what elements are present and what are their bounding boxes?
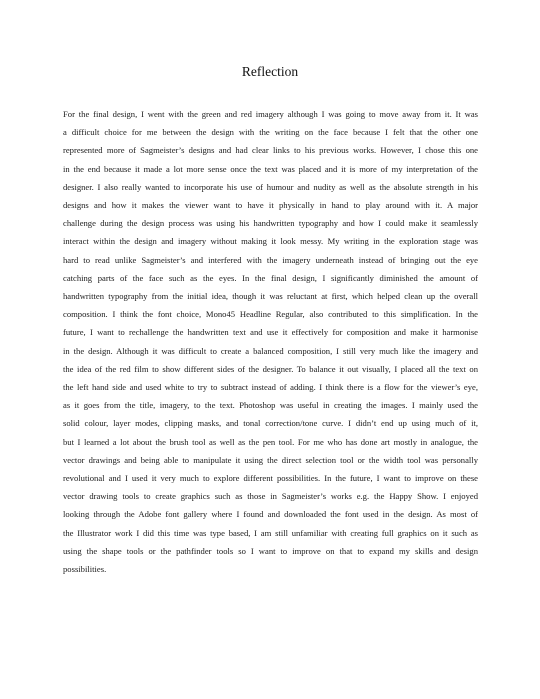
paragraph-line: using the shape tools or the pathfinder tools so I want to improve on that to expand my skills and design: [63, 545, 478, 556]
paragraph-line: in the design. Although it was difficult to create a balanced composition, I still very much like the imagery and: [63, 345, 478, 356]
paragraph-line: a difficult choice for me between the design with the writing on the face because I felt that the other one: [63, 127, 478, 138]
page-title: Reflection: [241, 64, 299, 79]
paragraph-line: possibilities.: [63, 564, 107, 575]
paragraph-line: hard to read unlike Sagmeister’s and interfered with the imagery underneath instead of bringing out the eye: [63, 254, 478, 265]
paragraph-line: the left hand side and used white to try to subtract instead of adding. I think there is a flow for the viewer’s eye,: [63, 382, 478, 393]
paragraph-line: the idea of the red film to show different sides of the designer. To balance it out visually, I placed all the text on: [63, 363, 478, 374]
paragraph-line: represented more of Sagmeister’s designs and had clear links to his previous works. However, I chose this one: [63, 145, 478, 156]
paragraph-line: composition. I think the font choice, Mono45 Headline Regular, also contributed to this simplification. In the: [63, 309, 478, 320]
paragraph-line: designs and how it makes the viewer want to have it physically in hand to play around with it. A major: [63, 200, 478, 211]
paragraph-line: the Illustrator work I did this time was type based, I am still unfamiliar with creating full graphics on it such as: [63, 527, 478, 538]
paragraph-line: vector drawings and being able to manipulate it using the direct selection tool or the width tool was personally: [63, 454, 478, 465]
paragraph-line: challenge during the design process was using his handwritten typography and how I could make it seamlessly: [63, 218, 478, 229]
paragraph-line: catching parts of the face such as the eyes. In the final design, I significantly diminished the amount of: [63, 272, 478, 283]
paragraph-line: looking through the Adobe font gallery where I found and downloaded the font used in the design. As most of: [63, 509, 478, 520]
paragraph-line: designer. I also really wanted to incorporate his use of humour and nudity as well as the absolute strength in his: [63, 181, 478, 192]
paragraph-line: future, I want to rechallenge the handwritten text and use it effectively for composition and make it harmonise: [63, 327, 478, 338]
reflection-paragraph: [63, 105, 478, 578]
paragraph-line: in the end because it made a lot more sense once the text was placed and it is more of my interpretation of the: [63, 163, 478, 174]
paragraph-line: interact within the design and imagery without making it look messy. My writing in the exploration stage was: [63, 236, 478, 247]
paragraph-line: revolutional and I used it very much to explore different possibilities. In the future, I want to improve on these: [63, 473, 478, 484]
paragraph-line: solid colour, layer modes, clipping masks, and tonal correction/tone curve. I didn’t end up using much of it,: [63, 418, 478, 429]
paragraph-line: as it goes from the title, imagery, to the text. Photoshop was useful in creating the images. I mainly used the: [63, 400, 478, 411]
paragraph-line: For the final design, I went with the green and red imagery although I was going to move away from it. It was: [63, 109, 478, 119]
paragraph-line: handwritten typography from the initial idea, though it was reluctant at first, which helped clean up the overall: [63, 291, 478, 302]
paragraph-line: but I learned a lot about the brush tool as well as the pen tool. For me who has done art mostly in analogue, the: [63, 436, 478, 447]
paragraph-line: vector drawing tools to create graphics such as those in Sagmeister’s works e.g. the Happy Show. I enjoyed: [63, 491, 478, 502]
